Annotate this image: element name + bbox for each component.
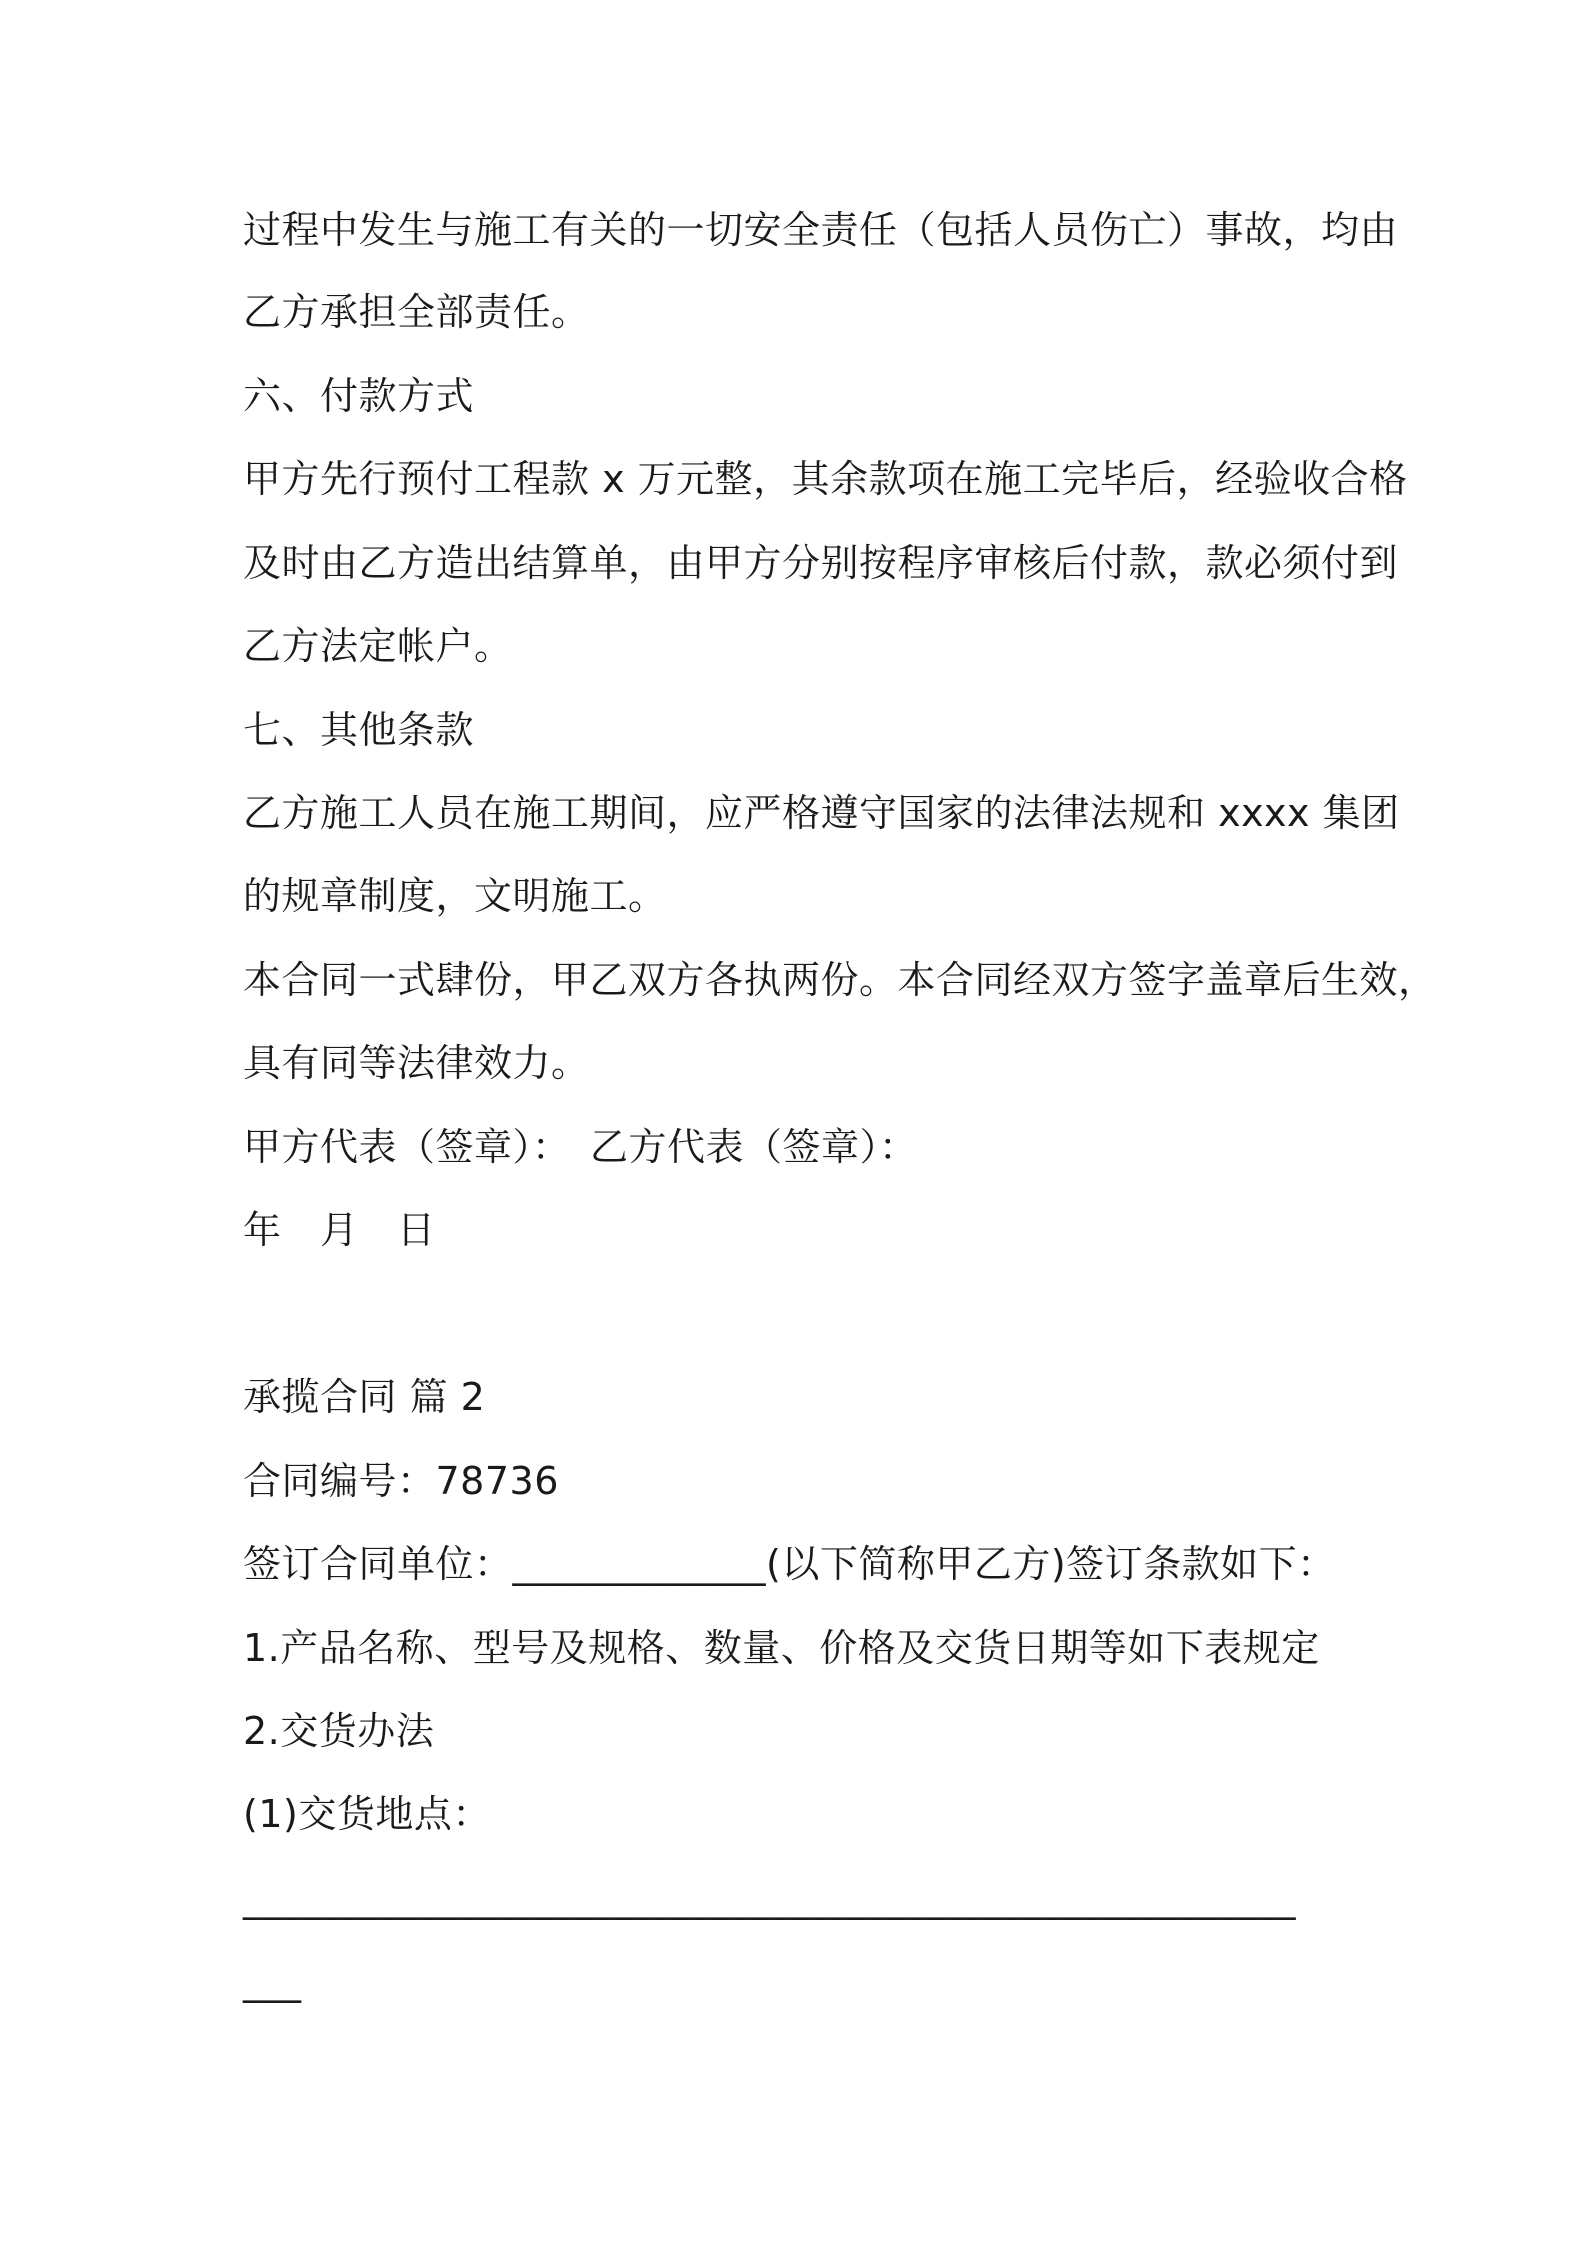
section-heading: 七、其他条款 (243, 708, 475, 752)
section-heading: 六、付款方式 (243, 374, 475, 418)
text-line: 及时由乙方造出结算单，由甲方分别按程序审核后付款，款必须付到 (243, 541, 1399, 585)
text-line: 甲方先行预付工程款 x 万元整，其余款项在施工完毕后，经验收合格 (243, 457, 1408, 501)
text-line: 的规章制度，文明施工。 (243, 874, 667, 918)
contract-number: 合同编号：78736 (243, 1459, 559, 1503)
text-line: 2.交货办法 (243, 1709, 435, 1753)
date-line: 年 月 日 (243, 1208, 436, 1252)
text-line: 乙方法定帐户。 (243, 624, 513, 668)
text-line: 具有同等法律效力。 (243, 1041, 590, 1085)
text-line: 乙方承担全部责任。 (243, 290, 590, 334)
text-line: (1)交货地点： (243, 1792, 491, 1836)
text-line: 过程中发生与施工有关的一切安全责任（包括人员伤亡）事故，均由 (243, 208, 1399, 252)
blank-fill-line: ___ (243, 1959, 302, 2003)
text-line: 1.产品名称、型号及规格、数量、价格及交货日期等如下表规定 (243, 1626, 1320, 1670)
blank-fill-line: ______________________________________________________ (243, 1876, 1296, 1920)
signature-line: 甲方代表（签章）： 乙方代表（签章）： (243, 1125, 918, 1169)
text-line: 本合同一式肆份，甲乙双方各执两份。本合同经双方签字盖章后生效， (243, 958, 1437, 1002)
text-line: 签订合同单位：_____________(以下简称甲乙方)签订条款如下： (243, 1542, 1336, 1586)
contract-title: 承揽合同 篇 2 (243, 1375, 486, 1419)
text-line: 乙方施工人员在施工期间，应严格遵守国家的法律法规和 xxxx 集团 (243, 791, 1400, 835)
